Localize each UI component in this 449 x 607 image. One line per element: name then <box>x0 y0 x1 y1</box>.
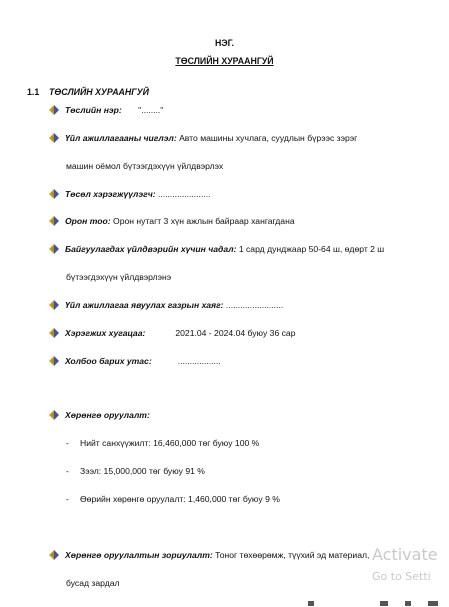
item-label: Холбоо барих утас: <box>65 356 152 366</box>
item-investment-purpose <box>49 550 369 560</box>
item-staff <box>49 216 295 226</box>
item-investment <box>49 410 150 420</box>
activation-watermark-title: Activate <box>372 545 438 564</box>
dash-marker: - <box>66 494 69 504</box>
item-value: ...................... <box>155 189 211 199</box>
item-implementer <box>49 189 211 199</box>
item-value: Орон нутагт 3 хүн ажлын байраар хангагдана <box>110 216 295 226</box>
item-value: Авто машины хучлага, суудлын бүрээс зэрэг <box>176 133 358 143</box>
investment-text: Өөрийн хөрөнгө оруулалт: 1,460,000 төг буюу 9 % <box>80 494 280 504</box>
item-label: Төслийн нэр: <box>65 105 122 115</box>
diamond-arrow-bullet-icon <box>49 300 59 310</box>
item-value: Тоног төхөөрөмж, түүхий эд материал, <box>212 550 370 560</box>
item-continuation: бусад зардал <box>66 578 120 588</box>
taskbar-icon[interactable] <box>380 601 388 606</box>
item-continuation: бүтээгдэхүүн үйлдвэрлэнэ <box>66 272 172 282</box>
item-label: Төсөл хэрэгжүүлэгч: <box>65 189 156 199</box>
section-number: 1.1 <box>27 87 40 97</box>
item-value: 2021.04 - 2024.04 буюу 36 сар <box>175 328 296 338</box>
chapter-number: НЭГ. <box>215 38 234 48</box>
section-heading <box>27 87 149 97</box>
item-capacity <box>49 244 384 254</box>
item-label: Орон тоо: <box>65 216 111 226</box>
investment-text: Нийт санхүүжилт: 16,460,000 төг буюу 100 % <box>80 438 260 448</box>
taskbar-icon[interactable] <box>308 601 314 606</box>
item-project-name <box>49 105 163 115</box>
investment-line <box>66 466 205 476</box>
diamond-arrow-bullet-icon <box>49 133 59 143</box>
diamond-arrow-bullet-icon <box>49 244 59 254</box>
activation-watermark-subtitle: Go to Setti <box>372 570 431 583</box>
item-value: "........" <box>135 105 164 115</box>
taskbar-icon[interactable] <box>428 601 438 606</box>
diamond-arrow-bullet-icon <box>49 410 59 420</box>
diamond-arrow-bullet-icon <box>49 216 59 226</box>
chapter-title: ТӨСЛИЙН ХУРААНГУЙ <box>175 56 274 66</box>
diamond-arrow-bullet-icon <box>49 105 59 115</box>
diamond-arrow-bullet-icon <box>49 550 59 560</box>
item-continuation: машин оёмол бүтээгдэхүүн үйлдвэрлэх <box>66 161 224 171</box>
item-label: Хөрөнгө оруулалт: <box>65 410 150 420</box>
item-value: ........................ <box>223 300 284 310</box>
diamond-arrow-bullet-icon <box>49 328 59 338</box>
diamond-arrow-bullet-icon <box>49 356 59 366</box>
dash-marker: - <box>66 438 69 448</box>
item-label: Үйл ажиллагаа явуулах газрын хаяг: <box>65 300 224 310</box>
item-phone <box>49 356 221 366</box>
item-activity <box>49 133 357 143</box>
item-address <box>49 300 283 310</box>
item-value: 1 сард дунджаар 50-64 ш, өдөрт 2 ш <box>236 244 385 254</box>
item-label: Хөрөнгө оруулалтын зориулалт: <box>65 550 213 560</box>
diamond-arrow-bullet-icon <box>49 189 59 199</box>
investment-line <box>66 494 280 504</box>
taskbar-icon[interactable] <box>405 601 411 606</box>
section-title: ТӨСЛИЙН ХУРААНГУЙ <box>49 87 149 97</box>
item-label: Хэрэгжих хугацаа: <box>65 328 146 338</box>
dash-marker: - <box>66 466 69 476</box>
item-value: .................. <box>177 356 221 366</box>
investment-text: Зээл: 15,000,000 төг буюу 91 % <box>80 466 205 476</box>
item-duration <box>49 328 295 338</box>
item-label: Үйл ажиллагааны чиглэл: <box>65 133 177 143</box>
investment-line <box>66 438 259 448</box>
item-label: Байгуулагдах үйлдвэрийн хүчин чадал: <box>65 244 237 254</box>
